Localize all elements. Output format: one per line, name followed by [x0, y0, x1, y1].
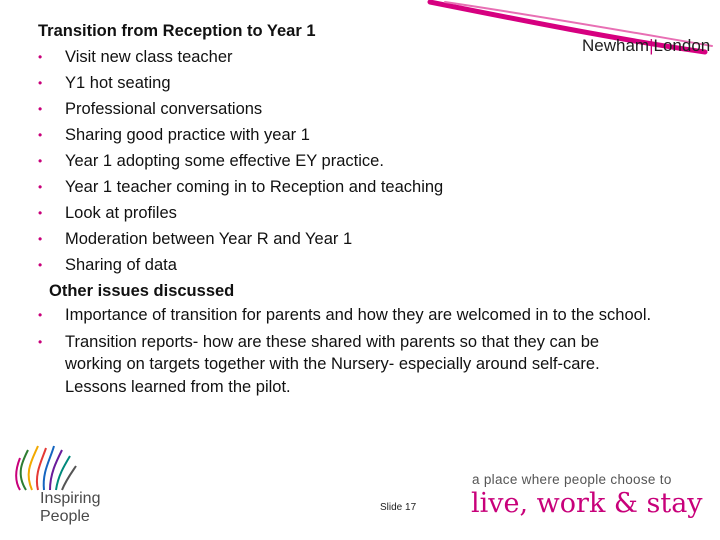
- bullet-item: [38, 174, 678, 200]
- bullet-text: Year 1 adopting some effective EY practice.: [65, 152, 384, 170]
- bullet-item: [38, 70, 678, 96]
- logo-text-london: London: [653, 36, 711, 55]
- bullet-text: Moderation between Year R and Year 1: [65, 230, 353, 248]
- bullet-icon: •: [38, 76, 43, 90]
- slide-title: Transition from Reception to Year 1: [38, 22, 316, 40]
- bullet-icon: •: [38, 180, 43, 194]
- bullet-item: [38, 304, 678, 327]
- inspiring-people-flame-icon: [12, 444, 82, 492]
- inspiring-text-line1: Inspiring: [40, 490, 101, 507]
- bullet-text: Transition reports- how are these shared with parents so that they can be working on targets together with the Nursery- especially around self-care. Lessons learned from the pilot.: [65, 332, 600, 396]
- bullet-item: [38, 226, 678, 252]
- bullet-item: [38, 148, 678, 174]
- bullet-text: Year 1 teacher coming in to Reception and teaching: [65, 178, 444, 196]
- inspiring-text-line2: People: [40, 508, 90, 525]
- bullet-icon: •: [38, 258, 43, 272]
- section-subheading: Other issues discussed: [49, 282, 235, 300]
- bullet-icon: •: [38, 102, 43, 116]
- bullet-text: Look at profiles: [65, 204, 177, 222]
- bullet-icon: •: [38, 128, 43, 142]
- bullet-icon: •: [38, 334, 43, 349]
- bullet-text: Y1 hot seating: [65, 74, 171, 92]
- bullet-icon: •: [38, 50, 43, 64]
- tagline-main-text: live, work & stay: [471, 488, 703, 519]
- bullet-item: [38, 331, 678, 399]
- bullet-icon: •: [38, 154, 43, 168]
- logo-separator: |: [649, 36, 654, 55]
- bullet-text: Professional conversations: [65, 100, 263, 118]
- bullet-text: Importance of transition for parents and how they are welcomed in to the school.: [65, 306, 652, 324]
- bullet-item: [38, 122, 678, 148]
- bullet-icon: •: [38, 206, 43, 220]
- bullet-item: [38, 252, 678, 278]
- inspiring-people-logo-text: [40, 490, 100, 526]
- bullet-item: [38, 96, 678, 122]
- bullet-icon: •: [38, 232, 43, 246]
- bullet-item: [38, 44, 678, 70]
- slide-content: [38, 18, 678, 402]
- bullet-text: Visit new class teacher: [65, 48, 233, 66]
- bullet-icon: •: [38, 308, 43, 322]
- bullet-text: Sharing of data: [65, 256, 177, 274]
- bullet-text: Sharing good practice with year 1: [65, 126, 310, 144]
- slide-number: Slide 17: [380, 502, 417, 513]
- tagline-top-text: a place where people choose to: [472, 472, 672, 487]
- bullet-item: [38, 200, 678, 226]
- logo-text-newham: Newham: [582, 36, 650, 55]
